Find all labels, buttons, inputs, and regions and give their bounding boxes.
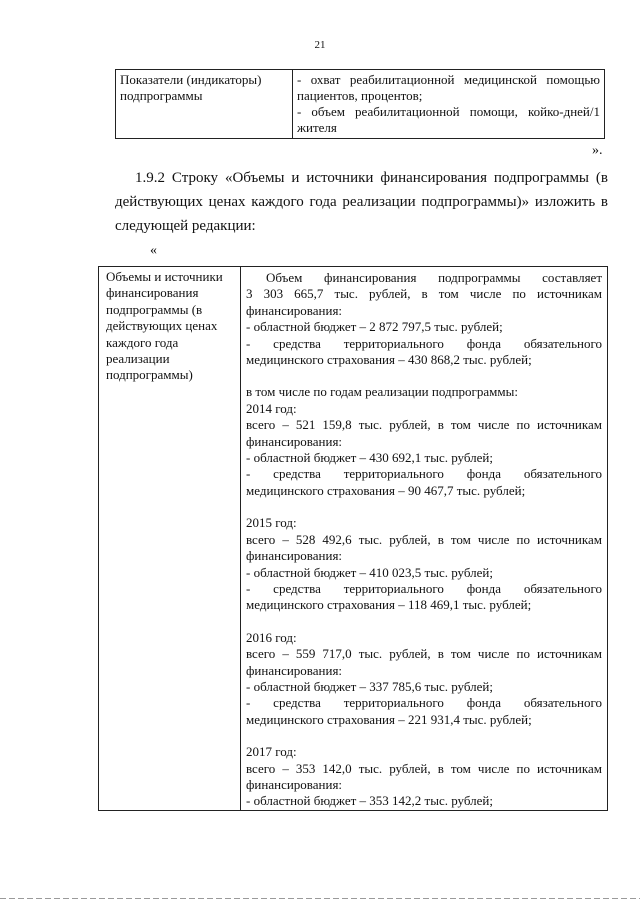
- text-line: - средства территориального фонда обязательного: [246, 466, 602, 482]
- text-line: - областной бюджет – 430 692,1 тыс. рублей;: [246, 450, 493, 466]
- financing-label: Объемы и источники финансирования подпрограммы (в действующих ценах каждого года реализации подпрограммы): [99, 267, 241, 811]
- page-number: 21: [314, 39, 326, 51]
- indicators-table: [115, 69, 605, 139]
- text-line: медицинского страхования – 118 469,1 тыс. рублей;: [246, 597, 532, 613]
- spacer: [246, 728, 602, 744]
- opening-quote-mark: «: [150, 243, 157, 258]
- text-line: медицинского страхования – 221 931,4 тыс. рублей;: [246, 711, 532, 727]
- page-bottom-rule: [0, 898, 640, 899]
- instruction-paragraph: 1.9.2 Строку «Объемы и источники финансирования подпрограммы (в действующих ценах каждого года реализации подпрограммы)» изложить в следующей редакции:: [115, 170, 608, 234]
- table-row: [116, 70, 605, 139]
- text-line: - областной бюджет – 353 142,2 тыс. рублей;: [246, 793, 493, 809]
- spacer: [246, 368, 602, 384]
- text-line: - средства территориального фонда обязательного: [246, 580, 602, 596]
- indicators-values: [293, 70, 605, 139]
- text-line: - областной бюджет – 337 785,6 тыс. рублей;: [246, 678, 493, 694]
- text-line: медицинского страхования – 90 467,7 тыс. рублей;: [246, 482, 526, 498]
- year-heading: 2017 год:: [246, 744, 297, 760]
- indicators-label: Показатели (индикаторы) подпрограммы: [116, 70, 293, 139]
- year-heading: 2014 год:: [246, 400, 297, 416]
- text-line: - областной бюджет – 410 023,5 тыс. рублей;: [246, 564, 493, 580]
- text-line: финансирования:: [246, 548, 343, 564]
- text-line: всего – 559 717,0 тыс. рублей, в том числе по источникам: [246, 646, 602, 662]
- text-line: всего – 521 159,8 тыс. рублей, в том числе по источникам: [246, 417, 602, 433]
- spacer: [246, 499, 602, 515]
- text-line: - средства территориального фонда обязательного: [246, 695, 602, 711]
- text-line: - средства территориального фонда обязательного: [246, 335, 602, 351]
- financing-values: [241, 267, 608, 811]
- text-line: 3 303 665,7 тыс. рублей, в том числе по источникам: [246, 286, 602, 302]
- text-line: финансирования:: [246, 302, 343, 318]
- year-heading: 2016 год:: [246, 629, 297, 645]
- text-line: финансирования:: [246, 776, 343, 792]
- text-line: финансирования:: [246, 662, 343, 678]
- text-line: медицинского страхования – 430 868,2 тыс. рублей;: [246, 352, 532, 368]
- spacer: [246, 614, 602, 630]
- closing-quote-mark: ».: [592, 143, 603, 158]
- text-line: всего – 528 492,6 тыс. рублей, в том числе по источникам: [246, 531, 602, 547]
- text-line: Объем финансирования подпрограммы составляет: [266, 270, 602, 285]
- indicator-line: - охват реабилитационной медицинской помощью пациентов, процентов;: [297, 72, 600, 103]
- table-row: [99, 267, 608, 811]
- text-line: финансирования:: [246, 433, 343, 449]
- year-heading: 2015 год:: [246, 515, 297, 531]
- text-line: - областной бюджет – 2 872 797,5 тыс. рублей;: [246, 319, 503, 335]
- indicator-line: - объем реабилитационной помощи, койко-дней/1 жителя: [297, 104, 600, 135]
- text-line: в том числе по годам реализации подпрограммы:: [246, 384, 518, 400]
- text-line: всего – 353 142,0 тыс. рублей, в том числе по источникам: [246, 760, 602, 776]
- financing-table: [98, 266, 608, 811]
